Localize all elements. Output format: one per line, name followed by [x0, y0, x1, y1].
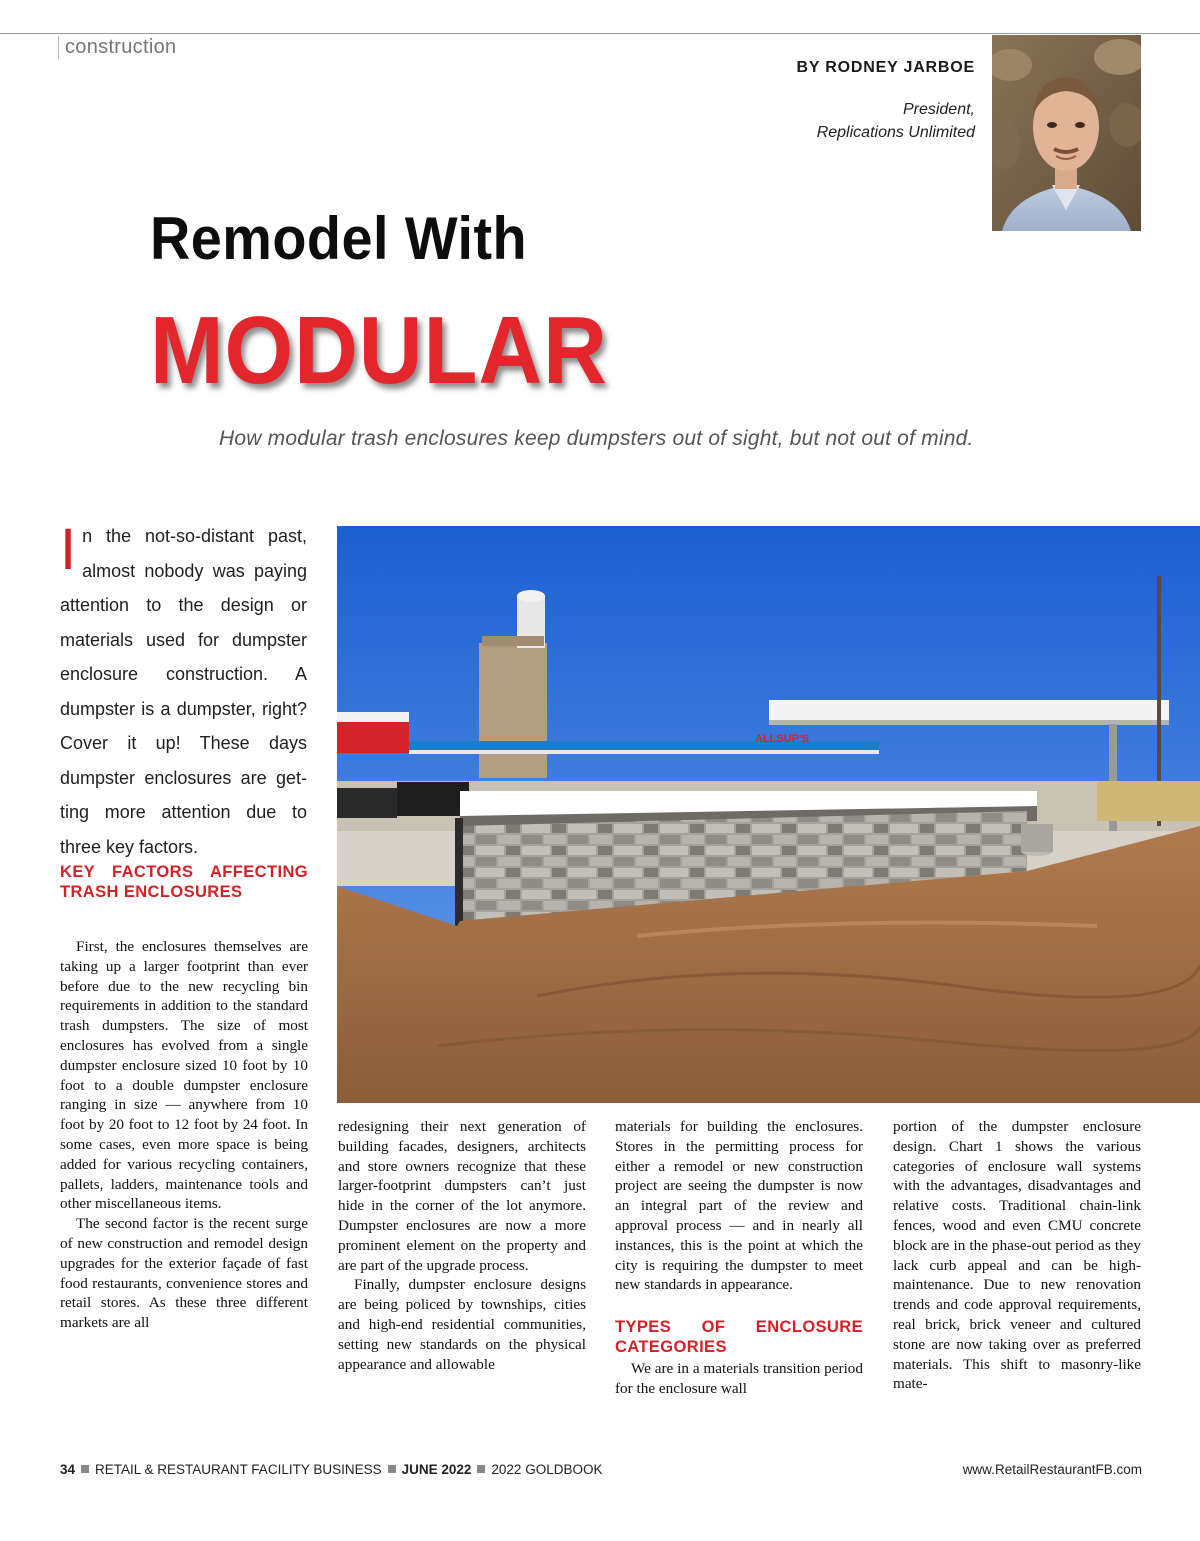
- intro-text: n the not-so-distant past, almost nobody was paying attention to the design or materials used for dumpster enclosure construction. A dumpster is a dumpster, right? Cover it up! These days dumpster enclosures are getting more attention due to three key factors.: [60, 526, 307, 857]
- publication-name: RETAIL & RESTAURANT FACILITY BUSINESS: [95, 1462, 382, 1477]
- square-bullet-icon: [388, 1465, 396, 1473]
- paragraph: We are in a materials transition period for the enclosure wall: [615, 1360, 863, 1397]
- article-photo: [337, 526, 1200, 1103]
- edition-name: 2022 GOLDBOOK: [491, 1462, 603, 1477]
- headline-line-2: MODULAR: [150, 297, 608, 404]
- heading-types-of-enclosure: TYPES OF ENCLOSURE CATEGORIES: [615, 1318, 863, 1357]
- paragraph: First, the enclosures themselves are taking up a larger footprint than ever before due to the new recycling bin requirements in addition to the standard trash dumpsters. The size of most enclosures has evolved from a single dumpster enclosure sized 10 foot by 10 foot to a double dumpster enclosure ranging in size — anywhere from 10 foot by 20 foot to 12 foot by 24 foot. In some cases, even more space is being added for various recycling containers, pallets, ladders, maintenance tools and other miscellaneous items.: [60, 938, 308, 1213]
- square-bullet-icon: [81, 1465, 89, 1473]
- column-1: [60, 937, 308, 1333]
- author-company: Replications Unlimited: [816, 124, 975, 141]
- article-deck: How modular trash enclosures keep dumpsters out of sight, but not out of mind.: [219, 427, 974, 450]
- paragraph: portion of the dumpster enclosure design. Chart 1 shows the various categories of enclosure wall systems with the advantages, disadvantages and relative costs. Traditional chain-link fences, wood and even CMU concrete block are in the phase-out period as they lack curb appeal and can be high-maintenance. Due to new renovation trends and code approval requirements, real brick, brick veneer and cultured stone are now taking over as preferred materials. This shift to masonry-like mate-: [893, 1118, 1141, 1393]
- author-title: [817, 98, 975, 144]
- byline: BY RODNEY JARBOE: [796, 59, 975, 76]
- page-footer: [60, 1462, 1142, 1482]
- square-bullet-icon: [477, 1465, 485, 1473]
- heading-key-factors: KEY FACTORS AFFECTING TRASH ENCLOSURES: [60, 863, 308, 901]
- paragraph: materials for building the enclosures. Stores in the permitting process for either a remodel or new construction project are seeing the dumpster is now an integral part of the review and approval process — and in nearly all instances, this is the point at which the city is requiring the dumpster to meet new standards in appearance.: [615, 1118, 863, 1294]
- issue-date: JUNE 2022: [401, 1462, 472, 1477]
- store-sign: ALLSUP'S: [755, 733, 809, 745]
- paragraph: Finally, dumpster enclosure designs are being policed by townships, cities and high-end residential communities, setting new standards on the physical appearance and allowable: [338, 1276, 586, 1373]
- author-portrait: [992, 35, 1141, 231]
- website-link[interactable]: www.RetailRestaurantFB.com: [962, 1462, 1142, 1477]
- column-1-heading: [60, 862, 308, 904]
- section-label: construction: [58, 36, 176, 59]
- column-3: [615, 1117, 863, 1399]
- author-role: President,: [902, 101, 975, 118]
- paragraph: The second factor is the recent surge of new construction and remodel design upgrades for the exterior façade of fast food restaurants, convenience stores and retail stores. As these three different markets are all: [60, 1215, 308, 1332]
- drop-cap: I: [60, 517, 77, 582]
- column-4: [893, 1117, 1141, 1394]
- column-2: [338, 1117, 586, 1374]
- page-number: 34: [60, 1462, 76, 1477]
- top-rule: [0, 33, 1200, 34]
- paragraph: redesigning their next generation of building facades, designers, architects and store owners recognize that these larger-footprint dumpsters can’t just hide in the corner of the lot anymore. Dumpster enclosures are now a more prominent element on the property and are part of the upgrade process.: [338, 1118, 586, 1274]
- headline-line-1: Remodel With: [150, 205, 528, 272]
- intro-paragraph: [60, 519, 307, 864]
